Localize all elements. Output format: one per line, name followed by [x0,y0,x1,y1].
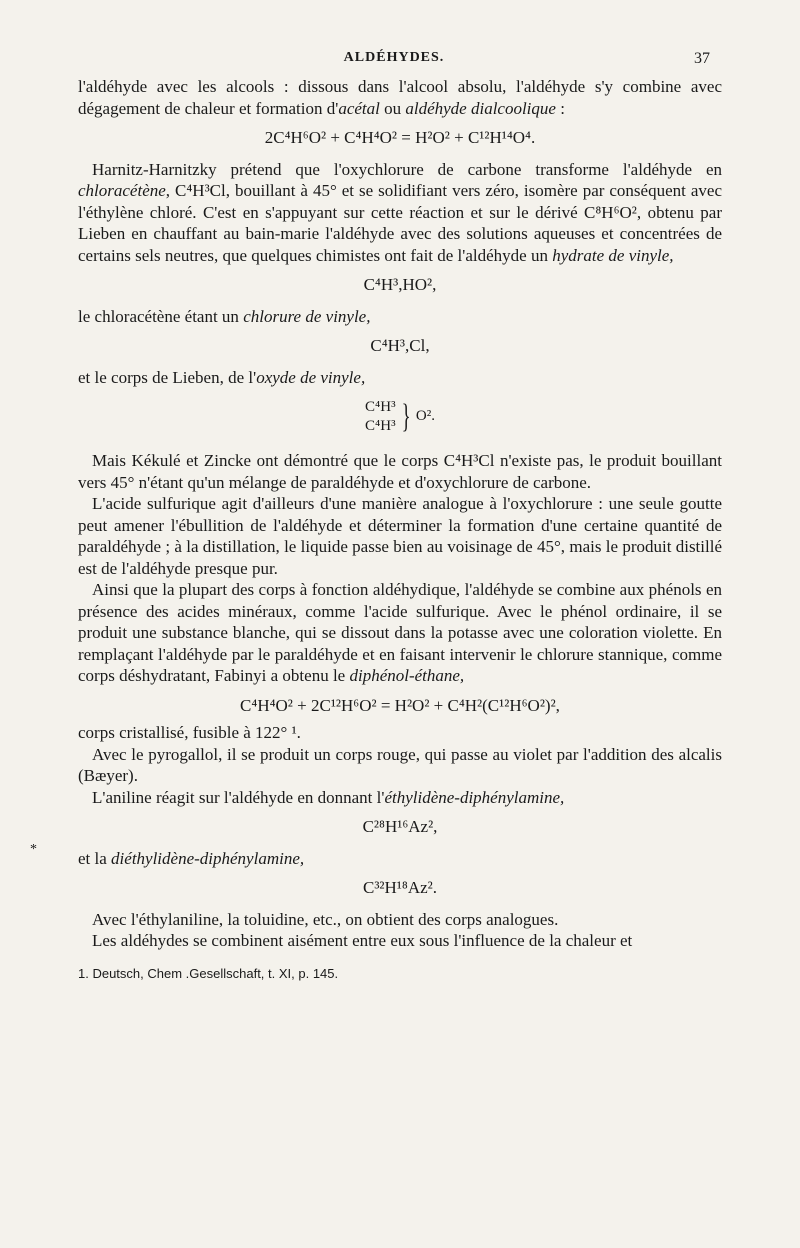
paragraph: Mais Kékulé et Zincke ont démontré que le corps C⁴H³Cl n'existe pas, le produit bouillant vers 45° n'étant qu'un mélange de paraldéhyde et d'oxychlorure de carbone. [78,451,722,492]
formula-stack: C⁴H³ C⁴H³ [365,399,396,434]
formula-diphenol-ethane: C⁴H⁴O² + 2C¹²H⁶O² = H²O² + C⁴H²(C¹²H⁶O²)², [240,695,560,715]
paragraph: Avec l'éthylaniline, la toluidine, etc., on obtient des corps analogues. [92,909,559,929]
page-header [78,50,710,72]
paragraph: L'acide sulfurique agit d'ailleurs d'une manière analogue à l'oxychlorure : une seule goutte peut amener l'ébullition de l'aldéhyde et déterminer la formation d'une certaine quantité de paraldéhyde ; à la distillation, le liquide passe bien au voisinage de 45°, mais le produit distillé est de l'aldéhyde presque pur. [78,494,722,578]
paragraph: Les aldéhydes se combinent aisément entre eux sous l'influence de la chaleur et [92,931,633,950]
running-head: ALDÉHYDES. [343,50,445,65]
paragraph: et le corps de Lieben, de l'oxyde de vinyle, [78,367,366,387]
paragraph: L'aniline réagit sur l'aldéhyde en donnant l'éthylidène-diphénylamine, [92,787,565,807]
formula-vinyl-chloride: C⁴H³,Cl, [370,336,430,355]
formula-ethylidene-diphenylamine: C²⁸H¹⁶Az², [362,817,438,836]
paragraph: et la diéthylidène-diphénylamine, [78,848,305,868]
paragraph: l'aldéhyde avec les alcools : dissous dans l'alcool absolu, l'aldéhyde s'y combine avec dégagement de chaleur et formation d'acétal ou aldéhyde dialcoolique : [78,77,722,118]
paragraph: Avec le pyrogallol, il se produit un corps rouge, qui passe au violet par l'addition des alcalis (Bæyer). [78,744,722,785]
paragraph: le chloracétène étant un chlorure de vinyle, [78,306,371,326]
formula-vinyl-hydrate: C⁴H³,HO², [363,275,437,294]
formula-acetal: 2C⁴H⁶O² + C⁴H⁴O² = H²O² + C¹²H¹⁴O⁴. [264,128,536,147]
page-number: 37 [694,50,710,67]
formula-diethylidene-diphenylamine: C³²H¹⁸Az². [362,878,437,897]
footnote: 1. Deutsch, Chem .Gesellschaft, t. XI, p. 145. [78,965,339,981]
formula-vinyl-oxide: C⁴H³ C⁴H³ } O². [365,398,435,435]
paragraph: corps cristallisé, fusible à 122° ¹. [78,723,301,742]
paragraph: Harnitz-Harnitzky prétend que l'oxychlorure de carbone transforme l'aldéhyde en chloracétène, C⁴H³Cl, bouillant à 45° et se solidifiant vers zéro, isomère par conséquent avec l'éthylène chloré. C'est en s'appuyant sur cette réaction et sur le dérivé C⁸H⁶O², obtenu par Lieben en chauffant au bain-marie l'aldéhyde avec des solutions aqueuses et concentrées de certains sels neutres, que quelques chimistes ont fait de l'aldéhyde un hydrate de vinyle, [78,159,722,265]
page-body [78,76,722,982]
brace: } [401,398,411,435]
margin-mark: * [30,842,37,857]
paragraph: Ainsi que la plupart des corps à fonction aldéhydique, l'aldéhyde se combine aux phénols en présence des acides minéraux, comme l'acide sulfurique. Avec le phénol ordinaire, il se produit une substance blanche, qui se dissout dans la potasse avec une coloration violette. En remplaçant l'aldéhyde par le paraldéhyde et en faisant intervenir le chlorure stannique, comme corps déshydratant, Fabinyi a obtenu le diphénol-éthane, [78,580,722,685]
